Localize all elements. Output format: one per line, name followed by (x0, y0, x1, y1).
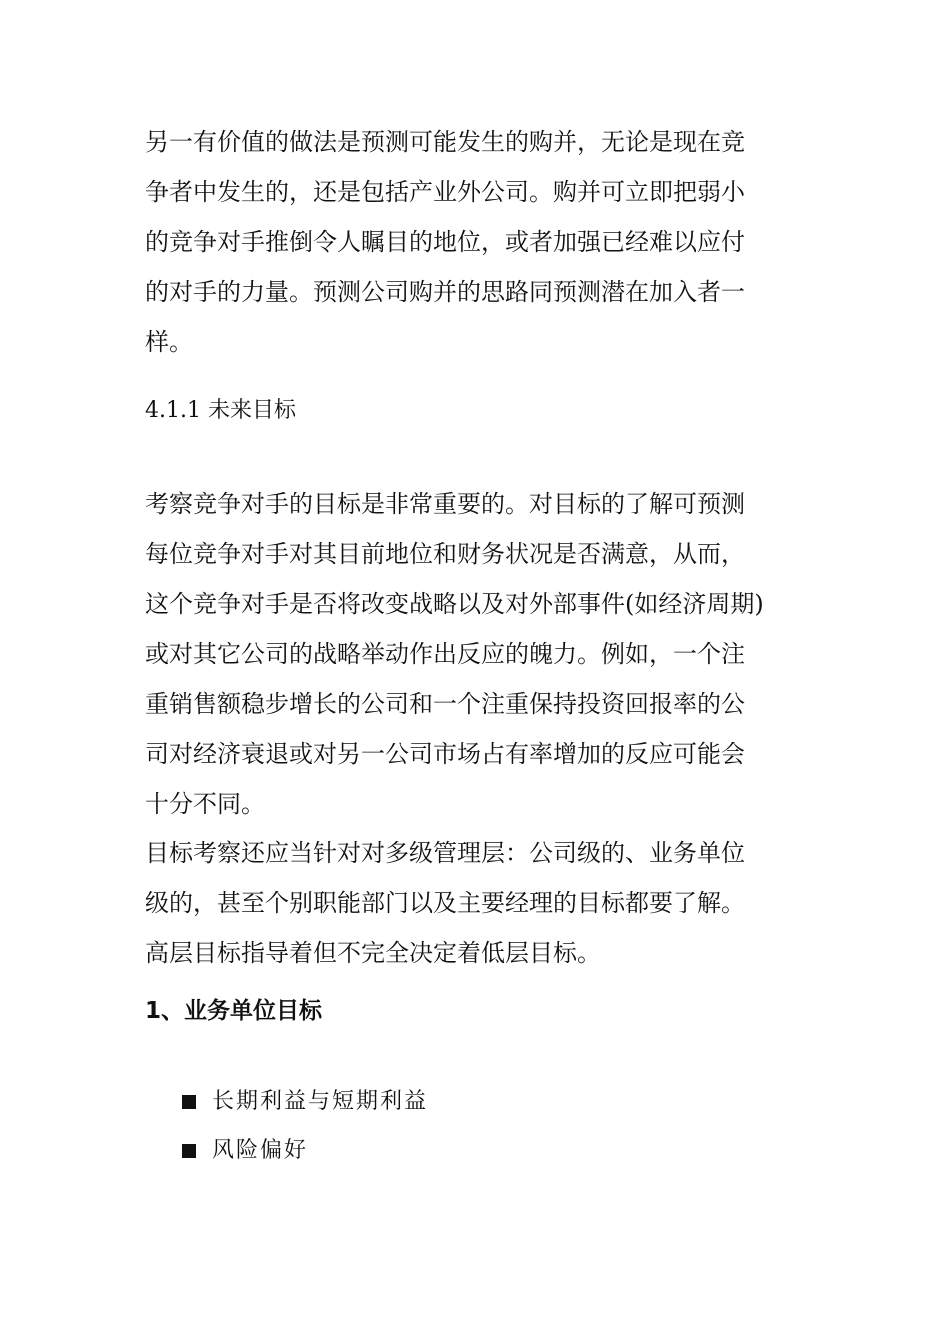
paragraph-2-line-6: 司对经济衰退或对另一公司市场占有率增加的反应可能会 (145, 740, 745, 768)
paragraph-2-line-7: 十分不同。 (145, 790, 265, 818)
section-heading: 4.1.1 未来目标 (145, 398, 296, 423)
list-item-text: 长期利益与短期利益 (212, 1089, 429, 1114)
list-item (182, 1136, 308, 1166)
paragraph-2-line-1: 考察竞争对手的目标是非常重要的。对目标的了解可预测 (145, 490, 745, 518)
subheading: 1、业务单位目标 (145, 998, 323, 1024)
paragraph-2-line-5: 重销售额稳步增长的公司和一个注重保持投资回报率的公 (145, 690, 745, 718)
paragraph-2-line-2: 每位竞争对手对其目前地位和财务状况是否满意，从而， (145, 540, 745, 568)
paragraph-3-line-3: 高层目标指导着但不完全决定着低层目标。 (145, 939, 601, 967)
paragraph-2-line-3: 这个竞争对手是否将改变战略以及对外部事件(如经济周期) (145, 590, 764, 618)
paragraph-3-line-2: 级的，甚至个别职能部门以及主要经理的目标都要了解。 (145, 889, 745, 917)
paragraph-2-line-4: 或对其它公司的战略举动作出反应的魄力。例如，一个注 (145, 640, 745, 668)
square-bullet-icon (182, 1095, 196, 1109)
list-item (182, 1087, 428, 1117)
paragraph-3-line-1: 目标考察还应当针对对多级管理层：公司级的、业务单位 (145, 839, 745, 867)
paragraph-1-line-4: 的对手的力量。预测公司购并的思路同预测潜在加入者一 (145, 278, 745, 306)
list-item-text: 风险偏好 (212, 1138, 309, 1163)
square-bullet-icon (182, 1144, 196, 1158)
paragraph-1-line-1: 另一有价值的做法是预测可能发生的购并，无论是现在竞 (145, 128, 745, 156)
paragraph-1-line-5: 样。 (145, 328, 193, 356)
paragraph-1-line-3: 的竞争对手推倒令人瞩目的地位，或者加强已经难以应付 (145, 228, 745, 256)
paragraph-1-line-2: 争者中发生的，还是包括产业外公司。购并可立即把弱小 (145, 178, 745, 206)
